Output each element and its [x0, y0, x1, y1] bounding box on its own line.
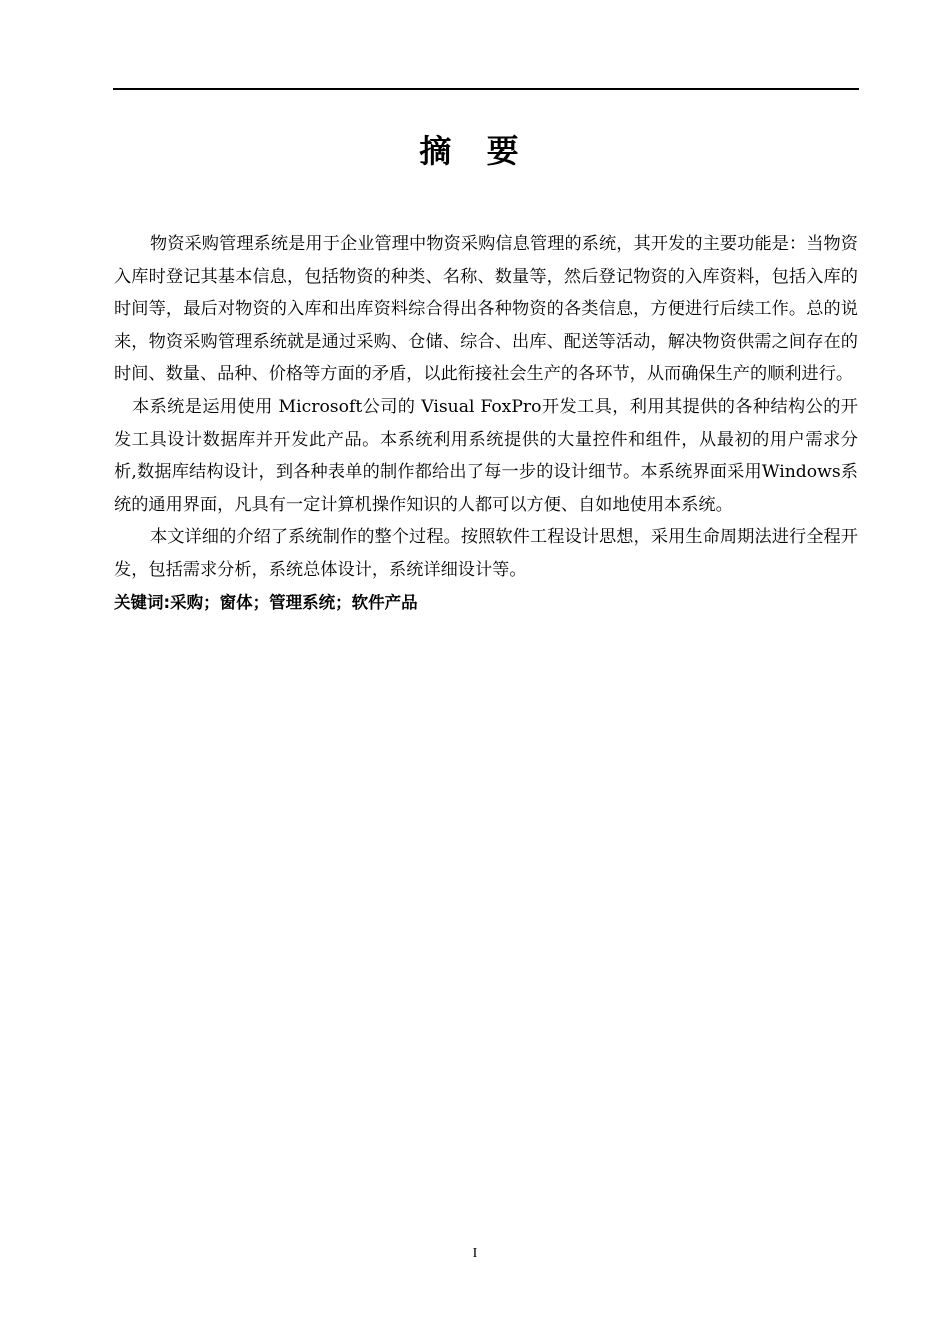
- abstract-paragraph-1: 物资采购管理系统是用于企业管理中物资采购信息管理的系统，其开发的主要功能是：当物资入库时登记其基本信息，包括物资的种类、名称、数量等，然后登记物资的入库资料，包括入库的时间等，最后对物资的入库和出库资料综合得出各种物资的各类信息，方便进行后续工作。总的说来，物资采购管理系统就是通过采购、仓储、综合、出库、配送等活动，解决物资供需之间存在的时间、数量、品种、价格等方面的矛盾，以此衔接社会生产的各环节，从而确保生产的顺利进行。: [114, 234, 858, 385]
- abstract-body: [114, 228, 858, 619]
- keywords-line: 关键词:采购；窗体；管理系统；软件产品: [114, 592, 418, 612]
- header-rule: [113, 88, 859, 90]
- page-title: 摘 要: [419, 132, 531, 170]
- abstract-paragraph-2: 本系统是运用使用 Microsoft公司的 Visual FoxPro开发工具，利用其提供的各种结构公的开发工具设计数据库并开发此产品。本系统利用系统提供的大量控件和组件，从最初的用户需求分析,数据库结构设计，到各种表单的制作都给出了每一步的设计细节。本系统界面采用Windows系统的通用界面，凡具有一定计算机操作知识的人都可以方便、自如地使用本系统。: [114, 396, 858, 515]
- page-number: I: [472, 1246, 478, 1261]
- abstract-paragraph-3: 本文详细的介绍了系统制作的整个过程。按照软件工程设计思想，采用生命周期法进行全程开发，包括需求分析，系统总体设计，系统详细设计等。: [114, 527, 858, 580]
